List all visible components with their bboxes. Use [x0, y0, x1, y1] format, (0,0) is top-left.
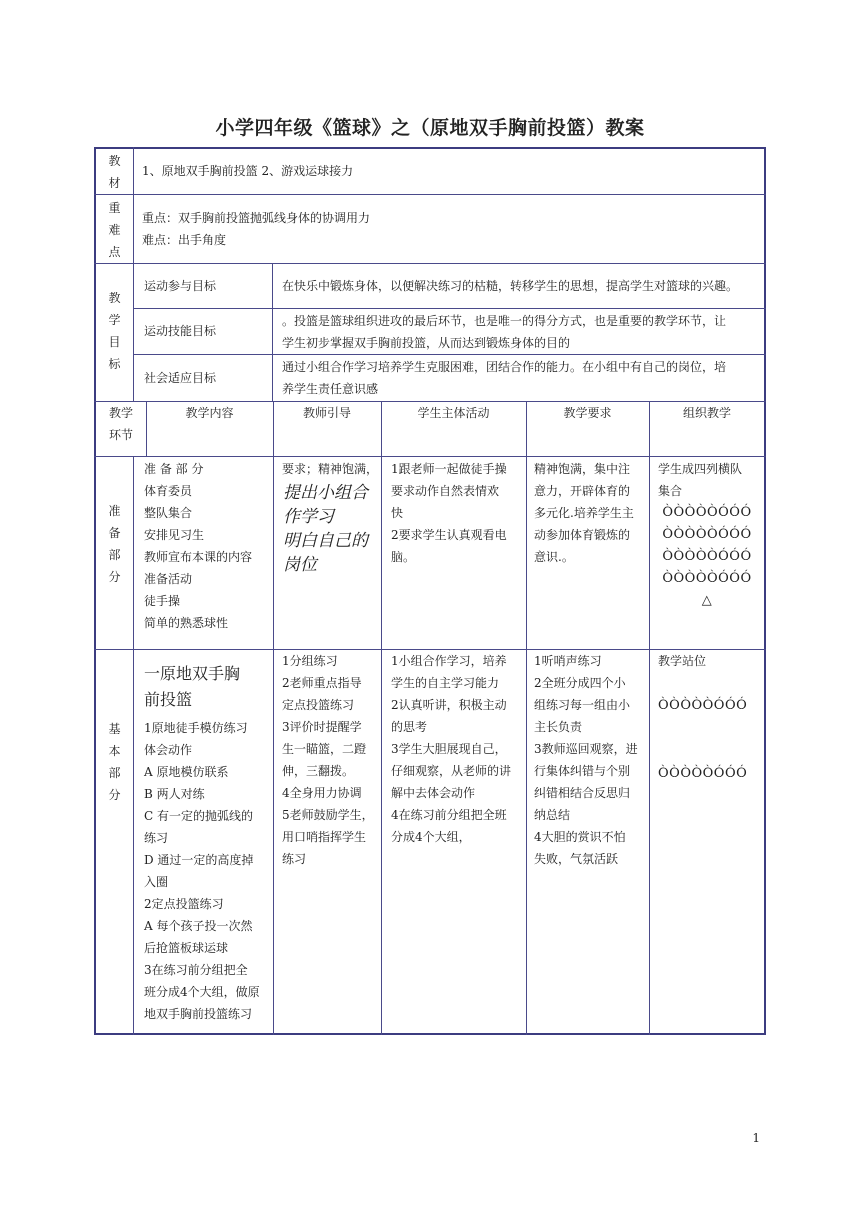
station-row-1: ÒÒÒÒÒÓÓÓ	[658, 698, 748, 713]
row-divider	[94, 194, 766, 195]
row-label-zhongnandian: 重 难 点	[108, 201, 121, 259]
col-divider	[381, 401, 382, 1035]
section-label-prep: 准 备 部 分	[108, 504, 121, 584]
prep-content: 准 备 部 分 体育委员 整队集合 安排见习生 教师宣布本课的内容 准备活动 徒手操 简单的熟悉球性	[144, 462, 253, 630]
header-organization: 组织教学	[682, 406, 731, 420]
col-divider	[272, 263, 273, 401]
col-divider	[273, 401, 274, 1035]
table-border-bottom	[94, 1033, 766, 1035]
header-student: 学生主体活动	[417, 406, 490, 420]
goal-text-social: 通过小组合作学习培养学生克服困难，团结合作的能力。在小组中有自己的岗位，培 养学生责任意识感	[282, 360, 727, 396]
row-divider	[133, 308, 766, 309]
goal-text-participation: 在快乐中锻炼身体，以便解决练习的枯糙，转移学生的思想，提高学生对篮球的兴趣。	[282, 279, 739, 293]
header-requirements: 教学要求	[563, 406, 612, 420]
basic-teacher-guidance: 1分组练习 2老师重点指导 定点投篮练习 3评价时提醒学 生一瞄篮，二蹬 伸，三翻拨。 4全身用力协调 5老师鼓励学生， 用口哨指挥学生 练习	[282, 654, 374, 866]
document-title: 小学四年级《篮球》之（原地双手胸前投篮）教案	[215, 117, 645, 139]
goal-name-participation: 运动参与目标	[144, 279, 217, 293]
header-section: 教学 环节	[108, 406, 133, 442]
formation-diagram: ÒÒÒÒÒÓÓÓ ÒÒÒÒÒÓÓÓ ÒÒÒÒÒÓÓÓ ÒÒÒÒÒÓÓÓ △	[649, 502, 765, 612]
basic-requirements: 1听哨声练习 2全班分成四个小 组练习每一组由小 主长负责 3教师巡回观察，进 行集体纠错与个别 纠错相结合反思归 纳总结 4大胆的赏识不怕 失败，气氛活跃	[534, 654, 638, 866]
prep-requirements: 精神饱满，集中注 意力，开辟体育的 多元化.培养学生主 动参加体育锻炼的 意识.。	[534, 462, 634, 564]
row-divider	[133, 354, 766, 355]
prep-teacher-requirement: 要求；精神饱满，	[282, 462, 379, 476]
page-number: 1	[752, 1131, 760, 1145]
basic-student-activity: 1小组合作学习，培养 学生的自主学习能力 2认真听讲，积极主动 的思考 3学生大胆展现自己， 仔细观察，从老师的讲 解中去体会动作 4在练习前分组把全班 分成4个大组，	[391, 654, 512, 844]
prep-teacher-emphasis: 提出小组合 作学习 明白自己的 岗位	[283, 483, 368, 575]
header-teacher: 教师引导	[302, 406, 351, 420]
basic-heading: 一原地双手胸 前投篮	[144, 664, 241, 709]
table-border-left	[94, 147, 96, 1035]
prep-organization: 学生成四列横队 集合	[658, 462, 743, 498]
goal-text-skill: 。投篮是篮球组织进攻的最后环节，也是唯一的得分方式，也是重要的教学环节，让 学生初步掌握双手胸前投篮，从而达到锻炼身体的目的	[282, 314, 727, 350]
col-divider	[526, 401, 527, 1035]
teacher-position-triangle: △	[701, 593, 713, 608]
row-divider	[94, 263, 766, 264]
goal-name-social: 社会适应目标	[144, 371, 217, 385]
row-divider	[94, 456, 766, 457]
table-border-top	[94, 147, 766, 149]
station-row-2: ÒÒÒÒÒÓÓÓ	[658, 766, 748, 781]
col-divider	[133, 147, 134, 401]
col-divider	[133, 456, 134, 1035]
basic-content: 1原地徒手模仿练习 体会动作 A 原地模仿联系 B 两人对练 C 有一定的抛弧线的 练习 D 通过一定的高度掉 入圈 2定点投篮练习 A 每个孩子投一次然 后抢篮板球运球 3在练习前分组把全 班分成4个大组，做原 地双手胸前投篮练习	[144, 721, 260, 1021]
header-content: 教学内容	[185, 406, 234, 420]
basic-organization: 教学站位	[658, 654, 707, 668]
zhongnandian-content: 重点：双手胸前投篮抛弧线身体的协调用力 难点：出手角度	[142, 211, 371, 247]
row-label-jiaocai: 教 材	[108, 154, 121, 190]
section-label-basic: 基 本 部 分	[108, 722, 121, 802]
row-label-goals: 教 学 目 标	[108, 291, 121, 371]
goal-name-skill: 运动技能目标	[144, 324, 217, 338]
prep-student-activity: 1跟老师一起做徒手操 要求动作自然表情欢 快 2要求学生认真观看电 脑。	[391, 462, 507, 564]
jiaocai-content: 1、原地双手胸前投篮 2、游戏运球接力	[142, 164, 354, 178]
col-divider	[649, 401, 650, 1035]
